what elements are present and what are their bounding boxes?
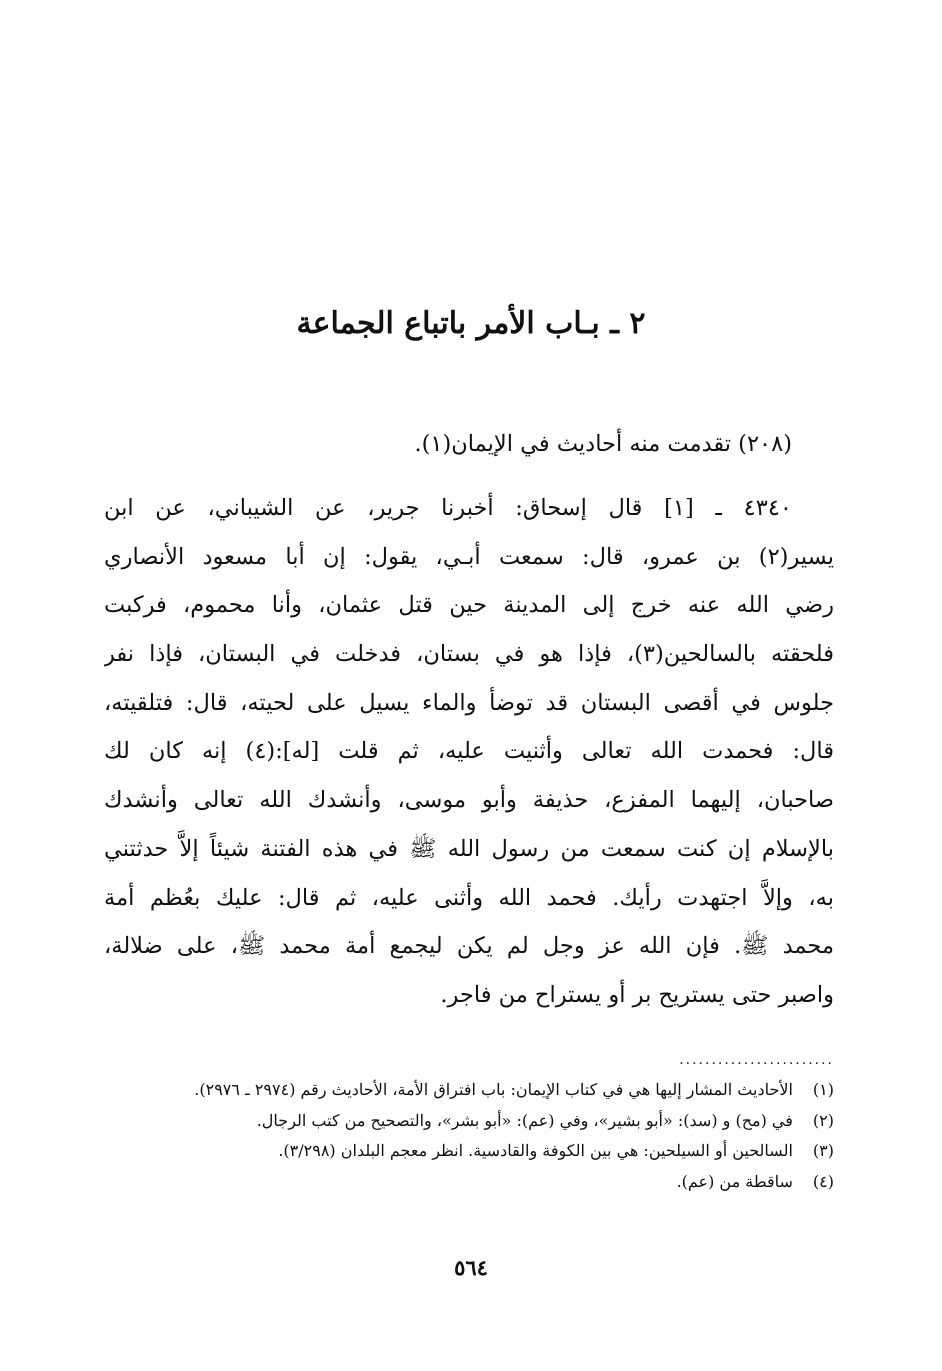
hadith-line: بالإسلام إن كنت سمعت من رسول الله ﷺ في هذه الفتنة شيئاً إلاَّ حدثتني xyxy=(104,835,834,862)
hadith-line: فلحقته بالسالحين(٣)، فإذا هو في بستان، فدخلت في البستان، فإذا نفر xyxy=(104,641,834,668)
footnote-number: (٤) xyxy=(812,1171,834,1191)
footnote-number: (٣) xyxy=(812,1141,834,1160)
hadith-line: محمد ﷺ. فإن الله عز وجل لم يكن ليجمع أمة محمد ﷺ، على ضلالة، xyxy=(104,933,834,960)
chapter-title: ٢ ـ بـاب الأمر باتباع الجماعة xyxy=(296,306,646,341)
footnote-4 xyxy=(104,1167,834,1198)
page-number: ٥٦٤ xyxy=(454,1255,488,1280)
hadith-line: واصبر حتى يستريح بر أو يستراح من فاجر. xyxy=(440,981,834,1008)
hadith-paragraph xyxy=(104,484,834,1020)
footnote-text: السالحين أو السيلحين: هي بين الكوفة والقادسية. انظر معجم البلدان (٣/٢٩٨). xyxy=(278,1141,793,1160)
footnote-3 xyxy=(104,1136,834,1167)
footnote-number: (١) xyxy=(812,1080,834,1099)
footnote-text: في (مح) و (سد): «أبو بشير»، وفي (عم): «أبو بشر»، والتصحيح من كتب الرجال. xyxy=(256,1110,793,1130)
hadith-line: به، وإلاَّ اجتهدت رأيك. فحمد الله وأثنى عليه، ثم قال: عليك بعُظم أمة xyxy=(104,884,834,911)
footnote-text: الأحاديث المشار إليها هي في كتاب الإيمان: باب افتراق الأمة، الأحاديث رقم (٢٩٧٤ ـ ٢٩٧٦). xyxy=(194,1080,793,1099)
hadith-line: جلوس في أقصى البستان قد توضأ والماء يسيل على لحيته، قال: فتلقيته، xyxy=(104,689,834,716)
footnote-separator: ........................ xyxy=(679,1052,834,1068)
intro-paragraph: (٢٠٨) تقدمت منه أحاديث في الإيمان(١). xyxy=(414,431,792,457)
footnote-number: (٢) xyxy=(812,1110,834,1130)
hadith-line: رضي الله عنه خرج إلى المدينة حين قتل عثمان، وأنا محموم، فركبت xyxy=(104,592,834,619)
hadith-line: يسير(٢) بن عمرو، قال: سمعت أبـي، يقول: إن أبا مسعود الأنصاري xyxy=(104,543,834,570)
hadith-line: قال: فحمدت الله تعالى وأثنيت عليه، ثم قلت [له]:(٤) إنه كان لك xyxy=(104,738,834,765)
footnote-1 xyxy=(104,1075,834,1106)
hadith-line: صاحبان، إليهما المفزع، حذيفة وأبو موسى، وأنشدك الله تعالى وأنشدك xyxy=(104,787,834,814)
hadith-line: ٤٣٤٠ ـ [١] قال إسحاق: أخبرنا جرير، عن الشيباني، عن ابن xyxy=(104,495,792,521)
footnotes xyxy=(104,1075,834,1197)
footnote-2 xyxy=(104,1106,834,1137)
footnote-text: ساقطة من (عم). xyxy=(676,1171,793,1191)
